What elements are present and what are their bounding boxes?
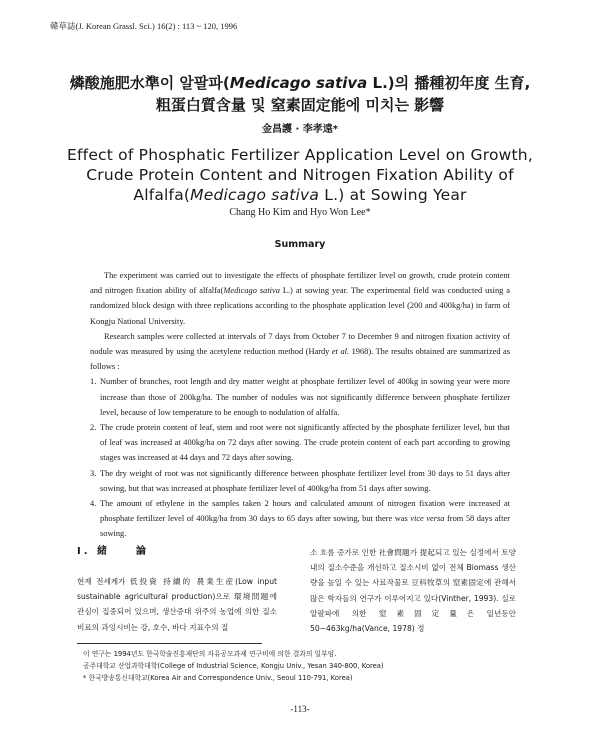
footnotes [83,648,523,685]
list-item-number: 1. [90,377,97,387]
korean-authors: 金昌護 · 李孝遠* [262,124,338,135]
results-list-item [90,496,510,542]
list-item-number: 3. [90,468,97,478]
left-column-text [77,574,277,635]
summary-p1-start: The experiment was carried out to investigate the effects of phosphate fertilizer level on growth, crude protein content and nitrogen fixation ability of alfalfa( [90,271,510,296]
summary-heading: Summary [274,239,326,250]
summary-paragraph-1 [90,268,510,329]
right-column-text [310,545,516,636]
section-heading-introduction: Ⅰ. 緒 論 [77,546,150,557]
results-list [90,374,510,541]
list-item-text: The dry weight of root was not significantly difference between phosphate fertilizer level from 30 days to 51 days after sowing, but that was increased at phosphate fertilizer level of 400kg/ha from 51 days after sowing. [100,468,510,493]
footnote-affiliation-2: * 한국방송통신대학교(Korea Air and Correspondence Univ., Seoul 110-791, Korea) [83,674,353,683]
english-title-line-1: Effect of Phosphatic Fertilizer Application Level on Growth, [67,146,533,164]
english-title-line-3-end: L.) at Sowing Year [319,186,467,204]
left-column-paragraph: 현재 전세계가 低投資 持續的 農業生産(Low input sustainable agricultural production)으로 環境問題에 관심이 집중되어 있으며, 생산증대 위주의 농업에 의한 질소비료의 과잉시비는 강, 호수, 바다 지표수의 질 [77,577,277,632]
list-item-text: Number of branches, root length and dry matter weight at phosphate fertilizer level of 400kg in sowing year were more increase than those of 200kg/ha. The number of nodules was not significantly difference between phosphate fertilizer level, because of low temperature to be enough to nodulation of alfalfa. [100,377,510,417]
english-authors: Chang Ho Kim and Hyo Won Lee* [229,207,371,218]
results-list-item [90,420,510,466]
korean-title-line-2: 粗蛋白質含量 및 窒素固定能에 미치는 影響 [155,96,445,114]
footnote-divider [77,643,262,644]
summary-p1-end: L.) at sowing year. The experimental field was conducted using a randomized block design with three replications according to the phosphate application level (200 and 400kg/ha) in farm of Kongju National University. [90,286,510,326]
summary-p1-species: Medicago sativa [223,286,280,296]
right-column-paragraph: 소 흐름 증가로 인한 社會問題가 提起되고 있는 실정에서 토양내의 질소수준을 개선하고 질소시비 없이 전체 Biomass 생산량을 높일 수 있는 사료작물로 豆科牧草의 窒素固定에 관해서 많은 학자들의 연구가 이루어지고 있다(Vinther, 1993). 실로 알팔파에 의한 窒素固定量은 일년동안 50~463kg/ha(Vance, 1978) 정 [310,548,516,634]
list-item-number: 4. [90,499,97,509]
summary-p2-end: 1968). The results obtained are summarized as follows : [90,347,510,372]
english-title-line-3-start: Alfalfa( [133,186,191,204]
summary-paragraph-2 [90,329,510,375]
footnote-funding: 이 연구는 1994년도 한국학술진흥재단의 자유공모과제 연구비에 의한 결과의 일부임. [83,650,337,658]
english-title-line-2: Crude Protein Content and Nitrogen Fixation Ability of [86,166,514,184]
journal-header: 韓草誌(J. Korean Grassl. Sci.) 16(2) : 113 ~ 120, 1996 [50,21,238,31]
list-item-text: The amount of ethylene in the samples taken 2 hours and calculated amount of nitrogen fixation were increased at phosphate fertilizer level of 400kg/ha from 30 days to 65 days after sowing, but there was [100,499,510,524]
results-list-item [90,466,510,496]
summary-p2-etal: et al. [331,347,350,357]
results-list-item [90,374,510,420]
summary-body [90,268,510,542]
list-item-text: The crude protein content of leaf, stem and root were not significantly affected by the phosphate fertilizer level, but that of leaf was increased at 400kg/ha on 72 days after sowing. The crude protein content of each part according to growing stages was increased at 44 days and 72 days after sowing. [100,423,510,463]
list-item-number: 2. [90,423,97,433]
korean-title-line-1-start: 燐酸施肥水準이 알팔파( [69,74,230,92]
english-title-species: Medicago sativa [190,186,320,204]
english-title-line-3 [0,185,600,206]
footnote-affiliation-1: 공주대학교 산업과학대학(College of Industrial Science, Kongju Univ., Yesan 340-800, Korea) [83,662,384,671]
korean-title-species: Medicago sativa [229,74,368,92]
summary-p2-start: Research samples were collected at intervals of 7 days from October 7 to December 9 and nitrogen fixation activity of nodule was measured by using the acetylene reduction method (Hardy [90,331,510,357]
list-item-italic: vice versa [410,514,445,524]
korean-title-line-1 [0,72,600,94]
korean-title-line-1-end: L.)의 播種初年度 生育, [367,74,531,92]
page-number: -113- [290,704,310,714]
list-item-text-end: from 58 days after sowing. [100,514,510,539]
